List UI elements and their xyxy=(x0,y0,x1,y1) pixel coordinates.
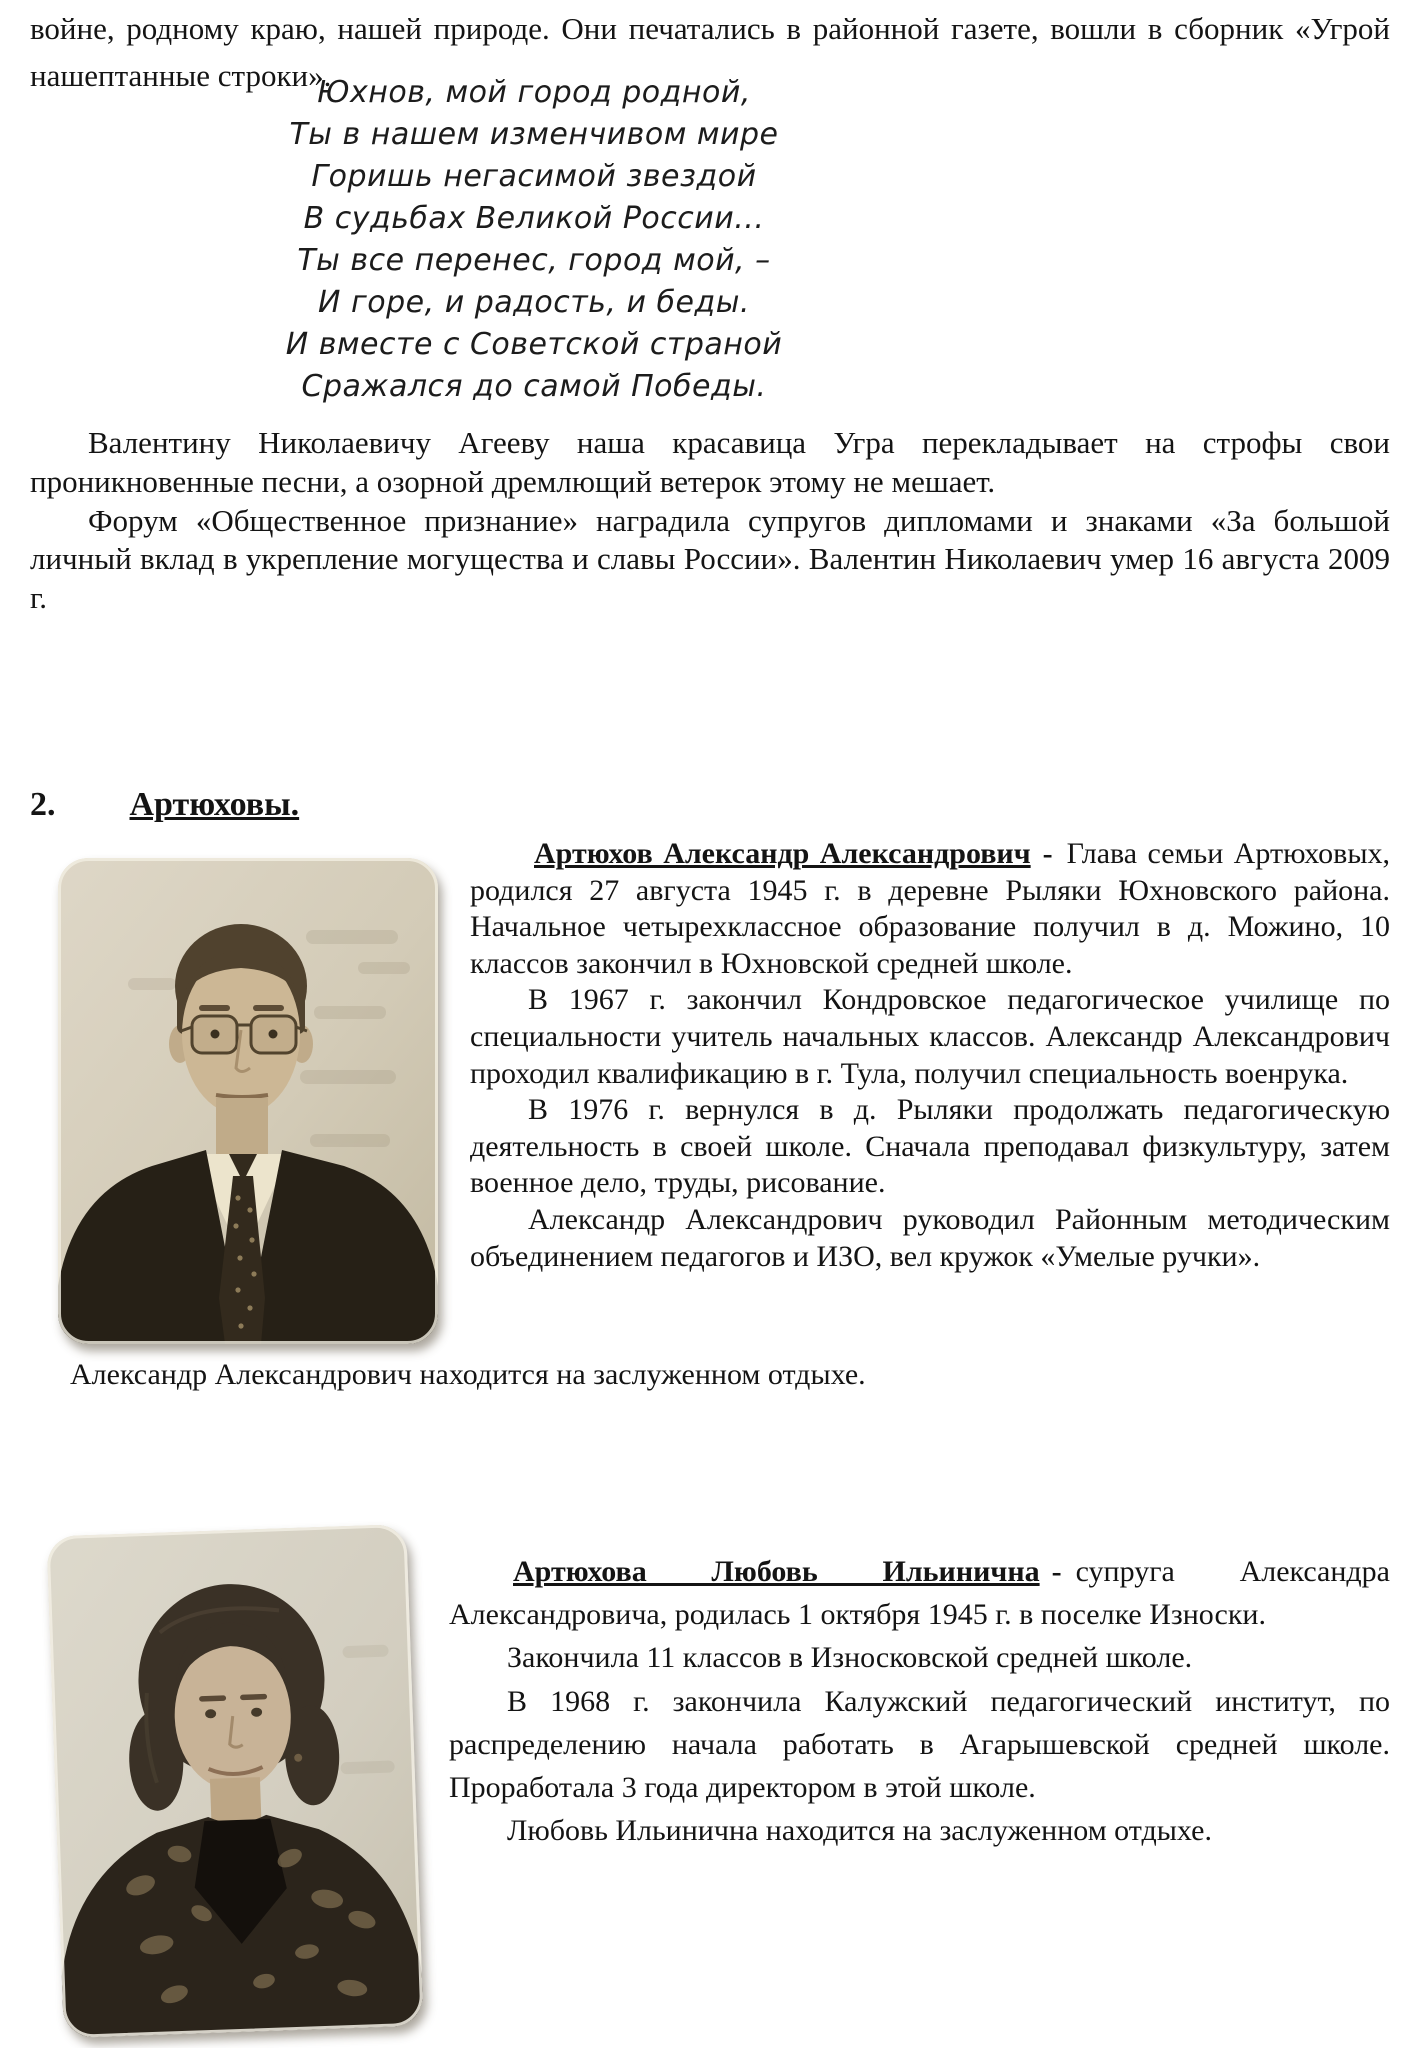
bio-artyukhov-alexander xyxy=(30,836,1390,1394)
section-number: 2. xyxy=(30,786,56,823)
portrait-photo-woman xyxy=(46,1524,423,2038)
bio-paragraph: В 1967 г. закончил Кондровское педагогическое училище по специальности учитель начальных классов. Александр Александрович проходил квалификацию в г. Тула, получил специальность военрука. xyxy=(470,983,1390,1090)
bio-name: Артюхов Александр Александрович xyxy=(534,837,1031,870)
bio-paragraph-text: Глава семьи Артюховых, родился 27 августа 1945 г. в деревне Рыляки Юхновского района. Начальное четырехклассное образование получил в д. Можино, 10 классов закончил в Юхновской средней школе. xyxy=(470,837,1390,980)
paragraph-forum-award: Форум «Общественное признание» наградила супругов дипломами и знаками «За большой личный вклад в укрепление могущества и славы России». Валентин Николаевич умер 16 августа 2009 г. xyxy=(30,502,1390,615)
bio-paragraph: Александр Александрович руководил Районным методическим объединением педагогов и ИЗО, вел кружок «Умелые ручки». xyxy=(470,1202,1390,1273)
poem-line: Юхнов, мой город родной, xyxy=(317,75,751,110)
poem xyxy=(0,72,1068,408)
name-dash: - xyxy=(1051,1555,1062,1588)
intro-paragraph: войне, родному краю, нашей природе. Они печатались в районной газете, вошли в сборник «Угрой нашептанные строки». xyxy=(30,11,1390,93)
bio-paragraph: В 1968 г. закончила Калужский педагогический институт, по распределению начала работать в Агарышевской средней школе. Проработала 3 года директором в этой школе. xyxy=(449,1684,1390,1804)
woman-portrait-illustration xyxy=(46,1524,423,2038)
section-heading xyxy=(30,786,301,824)
body-paragraphs xyxy=(30,424,1390,618)
poem-line: И горе, и радость, и беды. xyxy=(318,285,750,320)
poem-line: И вместе с Советской страной xyxy=(285,327,783,362)
bio-paragraph: В 1976 г. вернулся в д. Рыляки продолжать педагогическую деятельность в своей школе. Сначала преподавал физкультуру, затем военное дело, труды, рисование. xyxy=(470,1093,1390,1200)
poem-line: Сражался до самой Победы. xyxy=(301,369,767,404)
bio-artyukhova-lyubov xyxy=(30,1526,1390,2042)
bio-paragraph: Любовь Ильинична находится на заслуженном отдыхе. xyxy=(507,1814,1212,1848)
poem-line: Горишь негасимой звездой xyxy=(311,159,757,194)
poem-line: Ты в нашем изменчивом мире xyxy=(289,117,779,152)
bio-paragraph-text: супруга Александра Александровича, родилась 1 октября 1945 г. в поселке Износки. xyxy=(449,1555,1390,1632)
poem-line: Ты все перенес, город мой, – xyxy=(297,243,771,278)
bio-name: Артюхова Любовь Ильинична xyxy=(513,1555,1040,1588)
poem-line: В судьбах Великой России... xyxy=(303,201,765,236)
paragraph-ageev-songs: Валентину Николаевичу Агееву наша красавица Угра перекладывает на строфы свои проникновенные песни, а озорной дремлющий ветерок этому не мешает. xyxy=(30,425,1390,499)
section-title: Артюховы. xyxy=(129,786,300,823)
bio-closing-line: Александр Александрович находится на заслуженном отдыхе. xyxy=(70,1358,866,1391)
man-portrait-illustration xyxy=(58,858,438,1344)
bio-paragraph: Закончила 11 классов в Износковской средней школе. xyxy=(507,1641,1193,1675)
name-dash: - xyxy=(1042,837,1053,870)
portrait-photo-man xyxy=(58,858,438,1344)
